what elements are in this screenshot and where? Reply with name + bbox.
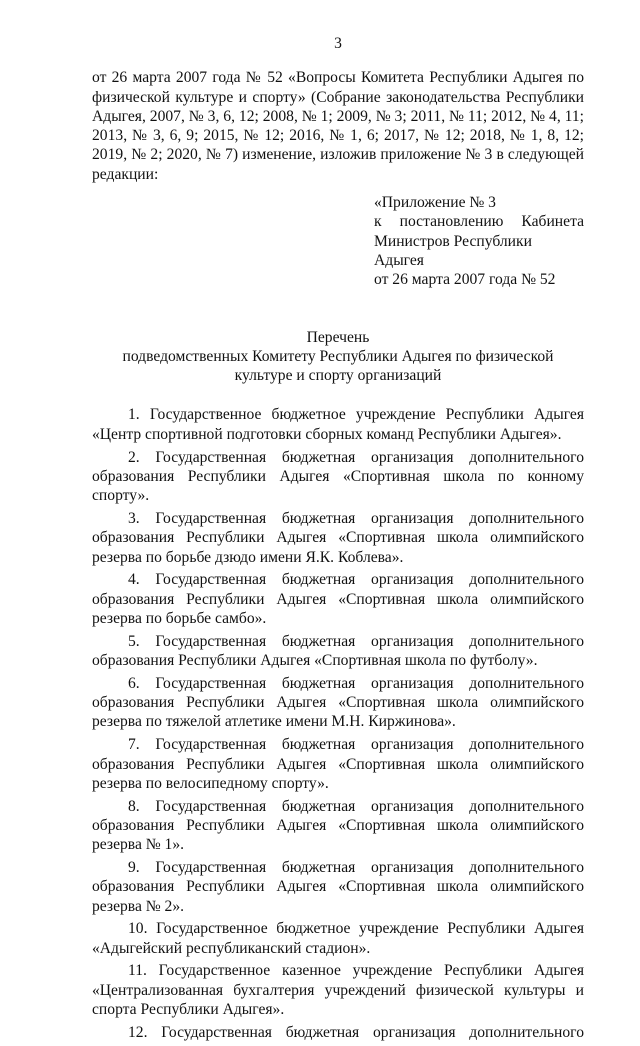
- list-item: 7. Государственная бюджетная организация дополнительного образования Республики Адыгея «Спортивная школа олимпийского резерва по велосипедному спорту».: [92, 736, 584, 792]
- title-line-1: Перечень: [306, 328, 370, 346]
- document-title: [92, 328, 584, 386]
- appendix-reference: [374, 193, 584, 289]
- title-line-2: подведомственных Комитету Республики Адыгея по физической: [122, 347, 554, 365]
- appendix-word-k: к: [374, 213, 382, 231]
- appendix-word-kabineta: Кабинета: [521, 213, 584, 231]
- appendix-line-4: от 26 марта 2007 года № 52: [374, 271, 556, 289]
- list-item: 1. Государственное бюджетное учреждение Республики Адыгея «Центр спортивной подготовки сборных команд Республики Адыгея».: [92, 406, 584, 443]
- document-page: [92, 34, 584, 1046]
- list-item: 5. Государственная бюджетная организация дополнительного образования Республики Адыгея «Спортивная школа по футболу».: [92, 632, 584, 670]
- list-item: 3. Государственная бюджетная организация дополнительного образования Республики Адыгея «Спортивная школа олимпийского резерва по борьбе дзюдо имени Я.К. Коблева».: [92, 509, 584, 566]
- title-line-3: культуре и спорту организаций: [234, 367, 442, 385]
- list-item: 12. Государственная бюджетная организация дополнительного: [128, 1023, 584, 1041]
- intro-paragraph: от 26 марта 2007 года № 52 «Вопросы Комитета Республики Адыгея по физической культуре и спорту» (Собрание законодательства Республики Адыгея, 2007, № 3, 6, 12; 2008, № 1; 2009, № 3; 2011, № 11; 2012, № 4, 11; 2013, № 3, 6, 9; 2015, № 12; 2016, № 1, 6; 2017, № 12; 2018, № 1, 8, 12; 2019, № 2; 2020, № 7) изменение, изложив приложение № 3 в следующей редакции:: [92, 69, 584, 183]
- appendix-line-3: Министров Республики Адыгея: [374, 232, 532, 269]
- appendix-word-postanovleniyu: постановлению: [399, 213, 504, 231]
- list-item: 6. Государственная бюджетная организация дополнительного образования Республики Адыгея «Спортивная школа олимпийского резерва по тяжелой атлетике имени М.Н. Киржинова».: [92, 674, 584, 731]
- list-item: 8. Государственная бюджетная организация дополнительного образования Республики Адыгея «Спортивная школа олимпийского резерва № 1».: [92, 797, 584, 854]
- list-item: 11. Государственное казенное учреждение Республики Адыгея «Централизованная бухгалтерия учреждений физической культуры и спорта Республики Адыгея».: [92, 962, 584, 1019]
- list-item: 10. Государственное бюджетное учреждение Республики Адыгея «Адыгейский республиканский стадион».: [92, 920, 584, 957]
- organization-list: [92, 405, 584, 1042]
- list-item: 9. Государственная бюджетная организация дополнительного образования Республики Адыгея «Спортивная школа олимпийского резерва № 2».: [92, 858, 584, 915]
- list-item: 4. Государственная бюджетная организация дополнительного образования Республики Адыгея «Спортивная школа олимпийского резерва по борьбе самбо».: [92, 571, 584, 627]
- appendix-line-1: «Приложение № 3: [374, 194, 496, 212]
- page-number: 3: [334, 35, 342, 52]
- appendix-line-2: [374, 212, 584, 231]
- list-item: 2. Государственная бюджетная организация дополнительного образования Республики Адыгея «Спортивная школа по конному спорту».: [92, 448, 584, 505]
